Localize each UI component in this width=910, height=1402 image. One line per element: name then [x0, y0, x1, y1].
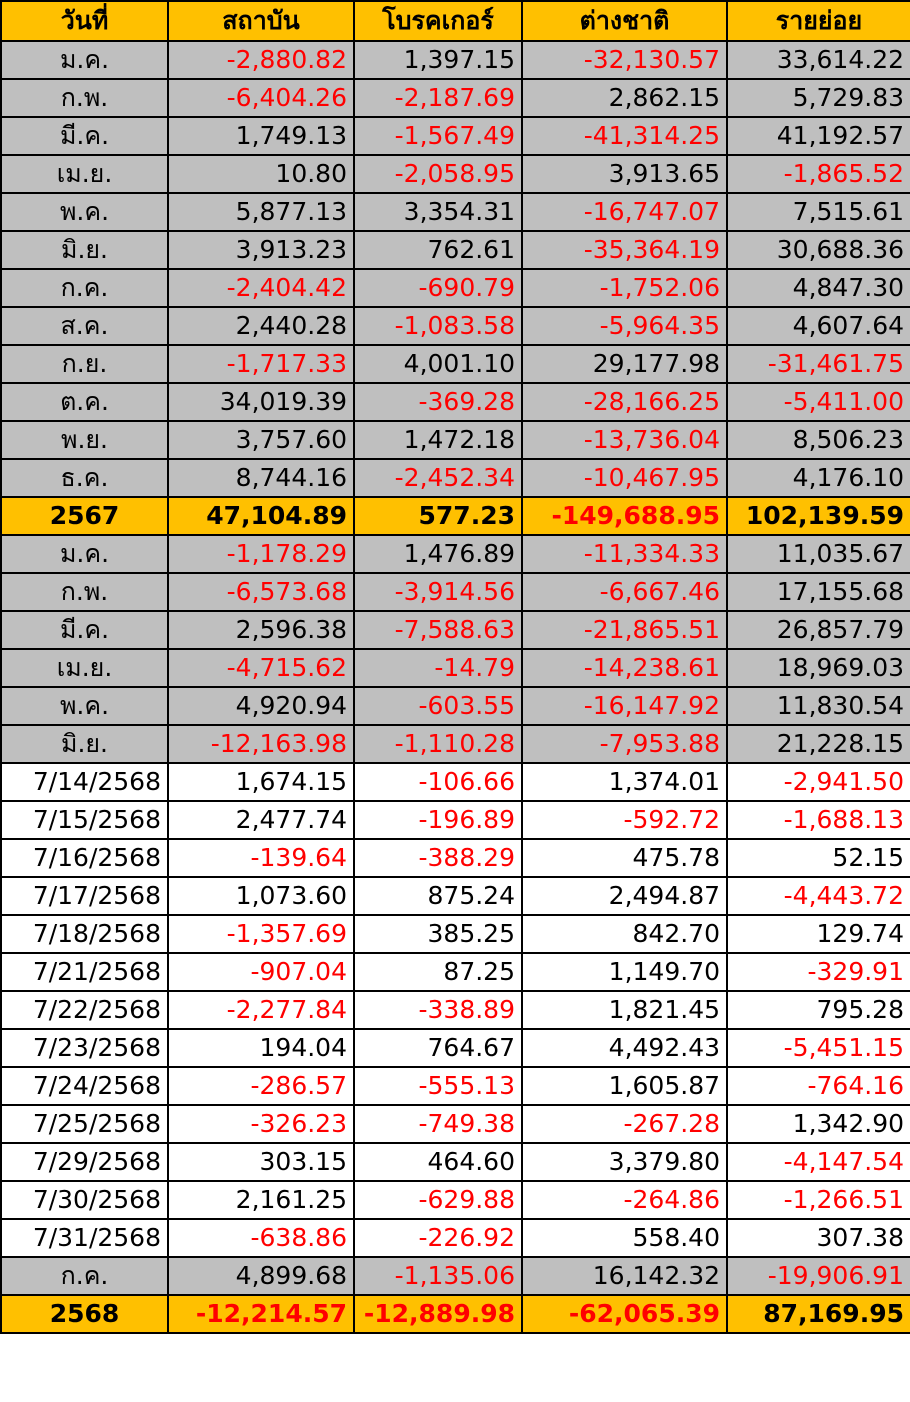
cell-broker: -690.79	[354, 269, 522, 307]
cell-institution: -12,163.98	[168, 725, 354, 763]
month-row	[1, 573, 910, 611]
row-label: ม.ค.	[1, 41, 168, 79]
cell-institution: -6,573.68	[168, 573, 354, 611]
row-label: 7/24/2568	[1, 1067, 168, 1105]
row-label: 2568	[1, 1295, 168, 1333]
cell-broker: -106.66	[354, 763, 522, 801]
cell-institution: -1,717.33	[168, 345, 354, 383]
month-row	[1, 687, 910, 725]
cell-institution: 8,744.16	[168, 459, 354, 497]
row-label: มี.ค.	[1, 611, 168, 649]
cell-foreign: -10,467.95	[522, 459, 727, 497]
month-row	[1, 459, 910, 497]
cell-retail: -1,266.51	[727, 1181, 910, 1219]
cell-institution: -6,404.26	[168, 79, 354, 117]
cell-foreign: -7,953.88	[522, 725, 727, 763]
cell-foreign: -16,147.92	[522, 687, 727, 725]
cell-institution: 4,899.68	[168, 1257, 354, 1295]
cell-foreign: -28,166.25	[522, 383, 727, 421]
cell-broker: -629.88	[354, 1181, 522, 1219]
cell-retail: 30,688.36	[727, 231, 910, 269]
cell-retail: -1,688.13	[727, 801, 910, 839]
month-row	[1, 155, 910, 193]
row-label: ธ.ค.	[1, 459, 168, 497]
cell-institution: -12,214.57	[168, 1295, 354, 1333]
row-label: 7/15/2568	[1, 801, 168, 839]
cell-foreign: -267.28	[522, 1105, 727, 1143]
row-label: 7/14/2568	[1, 763, 168, 801]
cell-broker: 87.25	[354, 953, 522, 991]
cell-broker: 1,472.18	[354, 421, 522, 459]
row-label: 7/23/2568	[1, 1029, 168, 1067]
cell-retail: -19,906.91	[727, 1257, 910, 1295]
cell-broker: 3,354.31	[354, 193, 522, 231]
daily-row	[1, 915, 910, 953]
cell-foreign: -41,314.25	[522, 117, 727, 155]
cell-foreign: 558.40	[522, 1219, 727, 1257]
cell-broker: -1,567.49	[354, 117, 522, 155]
row-label: ก.ย.	[1, 345, 168, 383]
row-label: พ.ค.	[1, 687, 168, 725]
cell-foreign: 1,374.01	[522, 763, 727, 801]
month-row	[1, 231, 910, 269]
cell-retail: 4,176.10	[727, 459, 910, 497]
daily-row	[1, 953, 910, 991]
cell-foreign: -13,736.04	[522, 421, 727, 459]
month-row	[1, 725, 910, 763]
total-row	[1, 497, 910, 535]
cell-institution: 5,877.13	[168, 193, 354, 231]
cell-foreign: -35,364.19	[522, 231, 727, 269]
cell-broker: 762.61	[354, 231, 522, 269]
row-label: 2567	[1, 497, 168, 535]
cell-foreign: -21,865.51	[522, 611, 727, 649]
header-retail: รายย่อย	[727, 1, 910, 41]
cell-foreign: -62,065.39	[522, 1295, 727, 1333]
cell-foreign: 29,177.98	[522, 345, 727, 383]
cell-institution: -2,277.84	[168, 991, 354, 1029]
month-row	[1, 41, 910, 79]
row-label: ก.ค.	[1, 269, 168, 307]
row-label: พ.ย.	[1, 421, 168, 459]
cell-retail: 307.38	[727, 1219, 910, 1257]
daily-row	[1, 1029, 910, 1067]
cell-foreign: -149,688.95	[522, 497, 727, 535]
month-row	[1, 383, 910, 421]
cell-foreign: 1,821.45	[522, 991, 727, 1029]
cell-institution: -4,715.62	[168, 649, 354, 687]
row-label: พ.ค.	[1, 193, 168, 231]
cell-institution: 4,920.94	[168, 687, 354, 725]
cell-foreign: 4,492.43	[522, 1029, 727, 1067]
cell-retail: -329.91	[727, 953, 910, 991]
row-label: 7/22/2568	[1, 991, 168, 1029]
row-label: 7/30/2568	[1, 1181, 168, 1219]
daily-row	[1, 839, 910, 877]
cell-institution: -2,404.42	[168, 269, 354, 307]
cell-retail: 102,139.59	[727, 497, 910, 535]
cell-retail: 17,155.68	[727, 573, 910, 611]
cell-institution: -2,880.82	[168, 41, 354, 79]
cell-foreign: -16,747.07	[522, 193, 727, 231]
cell-broker: -1,110.28	[354, 725, 522, 763]
daily-row	[1, 877, 910, 915]
cell-broker: -2,452.34	[354, 459, 522, 497]
header-date: วันที่	[1, 1, 168, 41]
cell-retail: 21,228.15	[727, 725, 910, 763]
cell-broker: -369.28	[354, 383, 522, 421]
row-label: ก.พ.	[1, 79, 168, 117]
cell-institution: 2,477.74	[168, 801, 354, 839]
cell-broker: -3,914.56	[354, 573, 522, 611]
row-label: มี.ค.	[1, 117, 168, 155]
cell-institution: 1,749.13	[168, 117, 354, 155]
row-label: ส.ค.	[1, 307, 168, 345]
cell-broker: 464.60	[354, 1143, 522, 1181]
cell-institution: 34,019.39	[168, 383, 354, 421]
daily-row	[1, 1067, 910, 1105]
cell-foreign: -592.72	[522, 801, 727, 839]
row-label: 7/18/2568	[1, 915, 168, 953]
cell-retail: 41,192.57	[727, 117, 910, 155]
cell-retail: 7,515.61	[727, 193, 910, 231]
month-row	[1, 421, 910, 459]
cell-broker: -226.92	[354, 1219, 522, 1257]
row-label: ก.พ.	[1, 573, 168, 611]
cell-retail: 795.28	[727, 991, 910, 1029]
cell-broker: 1,397.15	[354, 41, 522, 79]
cell-retail: -764.16	[727, 1067, 910, 1105]
row-label: มิ.ย.	[1, 231, 168, 269]
cell-retail: 8,506.23	[727, 421, 910, 459]
cell-broker: -12,889.98	[354, 1295, 522, 1333]
daily-row	[1, 1181, 910, 1219]
cell-retail: 11,830.54	[727, 687, 910, 725]
cell-broker: 1,476.89	[354, 535, 522, 573]
row-label: 7/29/2568	[1, 1143, 168, 1181]
cell-retail: -1,865.52	[727, 155, 910, 193]
table-body	[1, 41, 910, 1333]
daily-row	[1, 1219, 910, 1257]
row-label: 7/21/2568	[1, 953, 168, 991]
cell-institution: 1,073.60	[168, 877, 354, 915]
cell-institution: 2,596.38	[168, 611, 354, 649]
cell-institution: -907.04	[168, 953, 354, 991]
header-institution: สถาบัน	[168, 1, 354, 41]
cell-retail: 52.15	[727, 839, 910, 877]
cell-retail: -4,443.72	[727, 877, 910, 915]
row-label: ก.ค.	[1, 1257, 168, 1295]
cell-foreign: 1,605.87	[522, 1067, 727, 1105]
header-broker: โบรคเกอร์	[354, 1, 522, 41]
cell-retail: 26,857.79	[727, 611, 910, 649]
cell-retail: -5,451.15	[727, 1029, 910, 1067]
cell-retail: 18,969.03	[727, 649, 910, 687]
cell-institution: 47,104.89	[168, 497, 354, 535]
row-label: 7/25/2568	[1, 1105, 168, 1143]
cell-broker: -338.89	[354, 991, 522, 1029]
daily-row	[1, 763, 910, 801]
cell-broker: 764.67	[354, 1029, 522, 1067]
cell-broker: -749.38	[354, 1105, 522, 1143]
cell-institution: 2,440.28	[168, 307, 354, 345]
cell-institution: 1,674.15	[168, 763, 354, 801]
cell-broker: -388.29	[354, 839, 522, 877]
cell-institution: 3,913.23	[168, 231, 354, 269]
cell-foreign: 16,142.32	[522, 1257, 727, 1295]
row-label: 7/31/2568	[1, 1219, 168, 1257]
cell-institution: 2,161.25	[168, 1181, 354, 1219]
cell-institution: -1,357.69	[168, 915, 354, 953]
month-row	[1, 345, 910, 383]
cell-broker: -555.13	[354, 1067, 522, 1105]
cell-broker: -2,058.95	[354, 155, 522, 193]
cell-retail: 87,169.95	[727, 1295, 910, 1333]
row-label: ม.ค.	[1, 535, 168, 573]
row-label: 7/16/2568	[1, 839, 168, 877]
cell-institution: -638.86	[168, 1219, 354, 1257]
cell-retail: -31,461.75	[727, 345, 910, 383]
cell-foreign: -1,752.06	[522, 269, 727, 307]
month-row	[1, 649, 910, 687]
month-row	[1, 117, 910, 155]
cell-broker: 875.24	[354, 877, 522, 915]
cell-foreign: -5,964.35	[522, 307, 727, 345]
cell-institution: -326.23	[168, 1105, 354, 1143]
cell-broker: -14.79	[354, 649, 522, 687]
cell-foreign: -6,667.46	[522, 573, 727, 611]
daily-row	[1, 1105, 910, 1143]
cell-institution: 3,757.60	[168, 421, 354, 459]
cell-foreign: 3,913.65	[522, 155, 727, 193]
cell-broker: 4,001.10	[354, 345, 522, 383]
cell-retail: 1,342.90	[727, 1105, 910, 1143]
cell-foreign: 3,379.80	[522, 1143, 727, 1181]
cell-retail: 5,729.83	[727, 79, 910, 117]
cell-institution: -286.57	[168, 1067, 354, 1105]
cell-retail: -5,411.00	[727, 383, 910, 421]
cell-institution: 303.15	[168, 1143, 354, 1181]
header-row	[1, 1, 910, 41]
cell-foreign: -264.86	[522, 1181, 727, 1219]
daily-row	[1, 1143, 910, 1181]
daily-row	[1, 801, 910, 839]
cell-foreign: 842.70	[522, 915, 727, 953]
cell-institution: 10.80	[168, 155, 354, 193]
cell-broker: -1,135.06	[354, 1257, 522, 1295]
month-row	[1, 611, 910, 649]
daily-row	[1, 991, 910, 1029]
cell-foreign: 1,149.70	[522, 953, 727, 991]
row-label: เม.ย.	[1, 155, 168, 193]
cell-broker: -1,083.58	[354, 307, 522, 345]
cell-retail: -4,147.54	[727, 1143, 910, 1181]
cell-institution: -1,178.29	[168, 535, 354, 573]
cell-retail: 11,035.67	[727, 535, 910, 573]
cell-foreign: 475.78	[522, 839, 727, 877]
month-row	[1, 535, 910, 573]
cell-broker: -603.55	[354, 687, 522, 725]
month-row	[1, 193, 910, 231]
cell-foreign: -32,130.57	[522, 41, 727, 79]
month-row	[1, 1257, 910, 1295]
cell-retail: -2,941.50	[727, 763, 910, 801]
cell-retail: 4,607.64	[727, 307, 910, 345]
cell-broker: 577.23	[354, 497, 522, 535]
cell-broker: -7,588.63	[354, 611, 522, 649]
row-label: ต.ค.	[1, 383, 168, 421]
cell-retail: 4,847.30	[727, 269, 910, 307]
month-row	[1, 307, 910, 345]
cell-retail: 33,614.22	[727, 41, 910, 79]
month-row	[1, 269, 910, 307]
row-label: 7/17/2568	[1, 877, 168, 915]
cell-broker: -2,187.69	[354, 79, 522, 117]
cell-foreign: -11,334.33	[522, 535, 727, 573]
cell-broker: 385.25	[354, 915, 522, 953]
cell-broker: -196.89	[354, 801, 522, 839]
cell-institution: -139.64	[168, 839, 354, 877]
cell-retail: 129.74	[727, 915, 910, 953]
row-label: มิ.ย.	[1, 725, 168, 763]
row-label: เม.ย.	[1, 649, 168, 687]
month-row	[1, 79, 910, 117]
cell-foreign: 2,494.87	[522, 877, 727, 915]
cell-foreign: 2,862.15	[522, 79, 727, 117]
cell-institution: 194.04	[168, 1029, 354, 1067]
cell-foreign: -14,238.61	[522, 649, 727, 687]
header-foreign: ต่างชาติ	[522, 1, 727, 41]
total-row	[1, 1295, 910, 1333]
